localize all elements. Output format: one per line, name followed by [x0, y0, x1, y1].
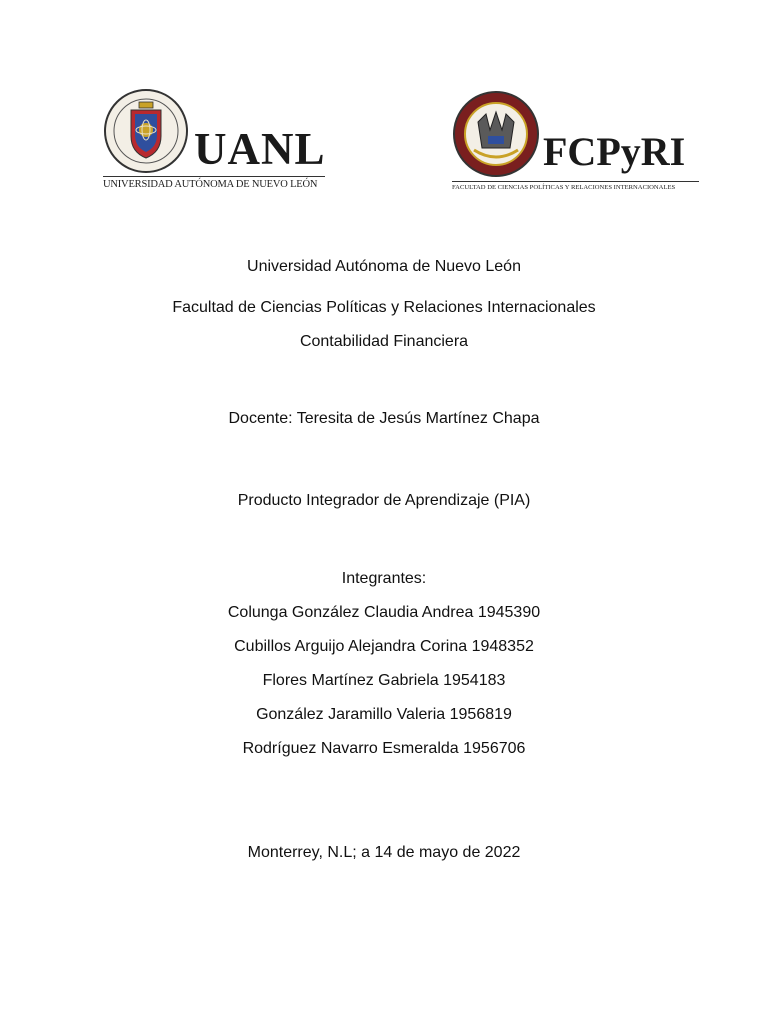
place-date: Monterrey, N.L; a 14 de mayo de 2022 [247, 844, 521, 861]
fcpyri-divider [452, 181, 699, 182]
product-title: Producto Integrador de Aprendizaje (PIA) [237, 492, 531, 509]
member-item: González Jaramillo Valeria 1956819 [256, 706, 512, 723]
course-name: Contabilidad Financiera [299, 333, 469, 350]
fcpyri-logo [452, 90, 702, 200]
uanl-seal-icon [103, 88, 189, 174]
uanl-wordmark: UANL [194, 124, 326, 174]
member-item: Flores Martínez Gabriela 1954183 [262, 672, 506, 689]
uanl-logo [103, 88, 333, 200]
teacher-line: Docente: Teresita de Jesús Martínez Chapa [228, 410, 540, 427]
fcpyri-wordmark: FCPyRI [543, 129, 686, 174]
members-heading: Integrantes: [341, 570, 427, 587]
member-item: Rodríguez Navarro Esmeralda 1956706 [242, 740, 526, 757]
uanl-divider [103, 176, 325, 177]
university-name: Universidad Autónoma de Nuevo León [247, 258, 521, 275]
uanl-subtitle: UNIVERSIDAD AUTÓNOMA DE NUEVO LEÓN [103, 179, 318, 190]
member-item: Cubillos Arguijo Alejandra Corina 1948352 [234, 638, 534, 655]
member-item: Colunga González Claudia Andrea 1945390 [227, 604, 541, 621]
faculty-name: Facultad de Ciencias Políticas y Relaciones Internacionales [172, 299, 596, 316]
fcpyri-subtitle: FACULTAD DE CIENCIAS POLÍTICAS Y RELACIONES INTERNACIONALES [452, 184, 676, 191]
fcpyri-seal-icon [452, 90, 540, 178]
